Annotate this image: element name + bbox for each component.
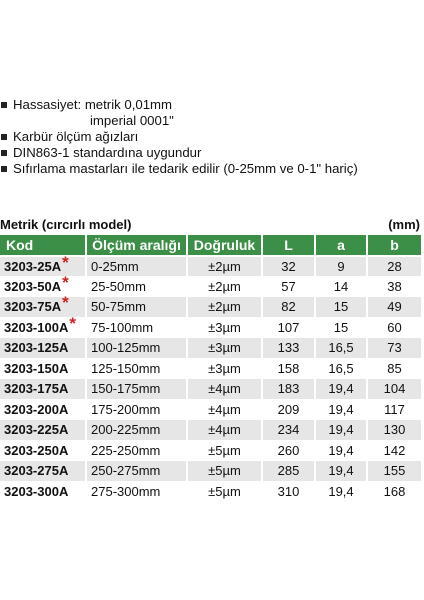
cell-kod <box>0 272 86 297</box>
cell-accuracy: ±4µm <box>187 420 262 441</box>
cell-range: 175-200mm <box>86 399 187 420</box>
cell-b: 73 <box>367 338 421 359</box>
cell-a: 15 <box>315 317 367 338</box>
table-row <box>0 399 421 420</box>
cell-range: 125-150mm <box>86 358 187 379</box>
cell-kod <box>0 399 86 420</box>
feature-item-continuation <box>0 113 424 129</box>
cell-l: 133 <box>262 338 315 359</box>
header-b: b <box>367 235 421 256</box>
cell-l: 82 <box>262 297 315 318</box>
table-caption <box>0 217 420 233</box>
cell-accuracy: ±2µm <box>187 256 262 277</box>
cell-accuracy: ±4µm <box>187 379 262 400</box>
asterisk-icon: * <box>69 313 76 333</box>
cell-b: 155 <box>367 461 421 482</box>
feature-item <box>0 145 424 161</box>
table-row <box>0 420 421 441</box>
cell-accuracy: ±2µm <box>187 297 262 318</box>
feature-item <box>0 97 424 113</box>
cell-range: 25-50mm <box>86 276 187 297</box>
cell-a: 16,5 <box>315 358 367 379</box>
cell-b: 142 <box>367 440 421 461</box>
cell-kod <box>0 420 86 441</box>
kod-text: 3203-200A <box>4 401 69 417</box>
cell-b: 49 <box>367 297 421 318</box>
header-a: a <box>315 235 367 256</box>
kod-text: 3203-25A <box>4 258 62 274</box>
kod-text: 3203-175A <box>4 381 69 397</box>
cell-a: 14 <box>315 276 367 297</box>
cell-a: 19,4 <box>315 379 367 400</box>
cell-range: 75-100mm <box>86 317 187 338</box>
feature-item <box>0 161 424 177</box>
square-bullet-icon <box>1 150 7 156</box>
header-l: L <box>262 235 315 256</box>
cell-b: 28 <box>367 256 421 277</box>
cell-accuracy: ±5µm <box>187 461 262 482</box>
cell-l: 107 <box>262 317 315 338</box>
cell-l: 310 <box>262 481 315 502</box>
square-bullet-icon <box>1 102 7 108</box>
table-row <box>0 317 421 338</box>
cell-kod <box>0 440 86 461</box>
kod-text: 3203-150A <box>4 360 69 376</box>
cell-range: 275-300mm <box>86 481 187 502</box>
header-range: Ölçüm aralığı <box>86 235 187 256</box>
header-kod: Kod <box>0 235 86 256</box>
feature-list <box>0 97 424 177</box>
kod-text: 3203-300A <box>4 483 69 499</box>
asterisk-icon: * <box>62 252 69 272</box>
header-accuracy: Doğruluk <box>187 235 262 256</box>
cell-l: 183 <box>262 379 315 400</box>
table-row <box>0 358 421 379</box>
cell-range: 0-25mm <box>86 256 187 277</box>
cell-range: 150-175mm <box>86 379 187 400</box>
cell-b: 168 <box>367 481 421 502</box>
cell-accuracy: ±5µm <box>187 481 262 502</box>
feature-text: imperial 0001" <box>90 113 174 128</box>
cell-b: 85 <box>367 358 421 379</box>
cell-accuracy: ±4µm <box>187 399 262 420</box>
cell-accuracy: ±5µm <box>187 440 262 461</box>
table-row <box>0 440 421 461</box>
spec-table <box>0 235 421 502</box>
cell-kod <box>0 313 86 338</box>
cell-a: 19,4 <box>315 481 367 502</box>
asterisk-icon: * <box>62 293 69 313</box>
cell-b: 104 <box>367 379 421 400</box>
cell-range: 250-275mm <box>86 461 187 482</box>
kod-text: 3203-100A <box>4 319 69 335</box>
feature-item <box>0 129 424 145</box>
kod-text: 3203-125A <box>4 340 69 356</box>
kod-text: 3203-225A <box>4 422 69 438</box>
cell-a: 19,4 <box>315 420 367 441</box>
cell-accuracy: ±3µm <box>187 317 262 338</box>
cell-l: 57 <box>262 276 315 297</box>
kod-text: 3203-50A <box>4 278 62 294</box>
cell-range: 200-225mm <box>86 420 187 441</box>
table-unit: (mm) <box>388 217 420 232</box>
cell-a: 19,4 <box>315 461 367 482</box>
cell-accuracy: ±2µm <box>187 276 262 297</box>
kod-text: 3203-75A <box>4 299 62 315</box>
cell-l: 260 <box>262 440 315 461</box>
square-bullet-icon <box>1 166 7 172</box>
cell-l: 209 <box>262 399 315 420</box>
cell-l: 32 <box>262 256 315 277</box>
table-title: Metrik (cırcırlı model) <box>0 217 132 232</box>
feature-text: DIN863-1 standardına uygundur <box>13 145 202 160</box>
cell-kod <box>0 338 86 359</box>
cell-l: 158 <box>262 358 315 379</box>
kod-text: 3203-250A <box>4 442 69 458</box>
feature-text: Sıfırlama mastarları ile tedarik edilir (0-25mm ve 0-1" hariç) <box>13 161 358 176</box>
table-row <box>0 297 421 318</box>
cell-l: 285 <box>262 461 315 482</box>
table-row <box>0 481 421 502</box>
cell-kod <box>0 379 86 400</box>
cell-a: 19,4 <box>315 399 367 420</box>
cell-range: 100-125mm <box>86 338 187 359</box>
table-row <box>0 338 421 359</box>
cell-a: 16,5 <box>315 338 367 359</box>
table-row <box>0 461 421 482</box>
cell-kod <box>0 358 86 379</box>
asterisk-icon: * <box>62 272 69 292</box>
feature-text: Karbür ölçüm ağızları <box>13 129 139 144</box>
cell-a: 9 <box>315 256 367 277</box>
kod-text: 3203-275A <box>4 463 69 479</box>
table-row <box>0 379 421 400</box>
square-bullet-icon <box>1 134 7 140</box>
cell-a: 15 <box>315 297 367 318</box>
cell-kod <box>0 481 86 502</box>
cell-accuracy: ±3µm <box>187 338 262 359</box>
cell-accuracy: ±3µm <box>187 358 262 379</box>
cell-kod <box>0 252 86 277</box>
cell-b: 38 <box>367 276 421 297</box>
cell-range: 50-75mm <box>86 297 187 318</box>
cell-b: 60 <box>367 317 421 338</box>
cell-range: 225-250mm <box>86 440 187 461</box>
feature-text: Hassasiyet: metrik 0,01mm <box>13 97 173 112</box>
cell-a: 19,4 <box>315 440 367 461</box>
cell-l: 234 <box>262 420 315 441</box>
cell-kod <box>0 461 86 482</box>
cell-b: 130 <box>367 420 421 441</box>
cell-b: 117 <box>367 399 421 420</box>
